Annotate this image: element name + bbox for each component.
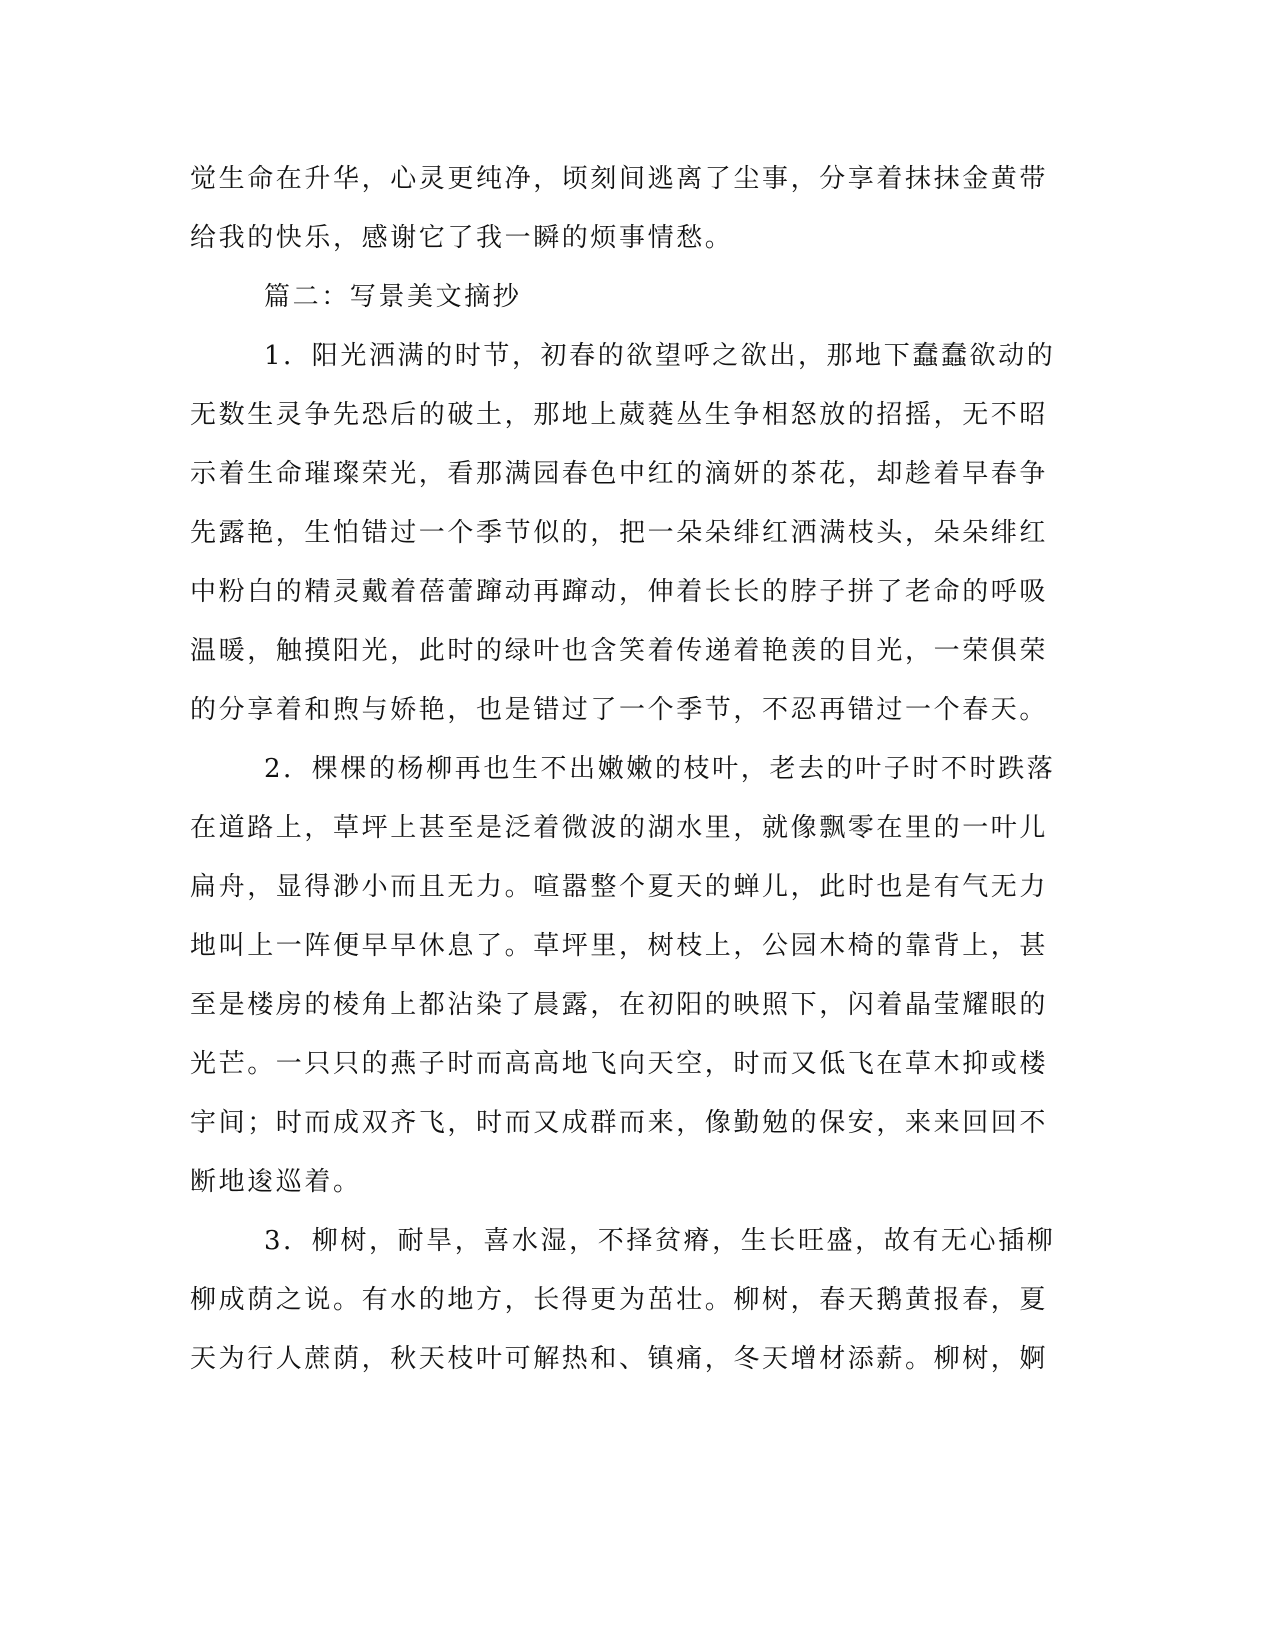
text-line-15: 至是楼房的棱角上都沾染了晨露，在初阳的映照下，闪着晶莹耀眼的 xyxy=(190,990,1049,1020)
text-line-1: 觉生命在升华，心灵更纯净，顷刻间逃离了尘事，分享着抹抹金黄带 xyxy=(190,164,1049,194)
text-line-13: 扁舟，显得渺小而且无力。喧嚣整个夏天的蝉儿，此时也是有气无力 xyxy=(190,872,1049,902)
text-line-16: 光芒。一只只的燕子时而高高地飞向天空，时而又低飞在草木抑或楼 xyxy=(190,1049,1049,1079)
text-line-10: 的分享着和煦与娇艳，也是错过了一个季节，不忍再错过一个春天。 xyxy=(190,695,1049,725)
text-line-21: 天为行人蔗荫，秋天枝叶可解热和、镇痛，冬天增材添薪。柳树，婀 xyxy=(190,1344,1049,1374)
text-line-20: 柳成荫之说。有水的地方，长得更为茁壮。柳树，春天鹅黄报春，夏 xyxy=(190,1285,1049,1315)
text-line-12: 在道路上，草坪上甚至是泛着微波的湖水里，就像飘零在里的一叶儿 xyxy=(190,813,1049,843)
text-line-7: 先露艳，生怕错过一个季节似的，把一朵朵绯红洒满枝头，朵朵绯红 xyxy=(190,518,1049,548)
text-line-5: 无数生灵争先恐后的破土，那地上葳蕤丛生争相怒放的招摇，无不昭 xyxy=(190,400,1049,430)
text-line-2: 给我的快乐，感谢它了我一瞬的烦事情愁。 xyxy=(190,223,734,253)
text-line-19: 3．柳树，耐旱，喜水湿，不择贫瘠，生长旺盛，故有无心插柳 xyxy=(264,1226,1056,1256)
text-line-18: 断地逡巡着。 xyxy=(190,1167,362,1197)
text-line-8: 中粉白的精灵戴着蓓蕾蹿动再蹿动，伸着长长的脖子拼了老命的呼吸 xyxy=(190,577,1049,607)
text-line-9: 温暖，触摸阳光，此时的绿叶也含笑着传递着艳羡的目光，一荣俱荣 xyxy=(190,636,1049,666)
section-heading: 篇二：写景美文摘抄 xyxy=(264,282,522,312)
text-line-17: 宇间；时而成双齐飞，时而又成群而来，像勤勉的保安，来来回回不 xyxy=(190,1108,1049,1138)
text-line-11: 2．棵棵的杨柳再也生不出嫩嫩的枝叶，老去的叶子时不时跌落 xyxy=(264,754,1056,784)
text-line-14: 地叫上一阵便早早休息了。草坪里，树枝上，公园木椅的靠背上，甚 xyxy=(190,931,1049,961)
text-line-6: 示着生命璀璨荣光，看那满园春色中红的滴妍的茶花，却趁着早春争 xyxy=(190,459,1049,489)
text-line-4: 1．阳光洒满的时节，初春的欲望呼之欲出，那地下蠢蠢欲动的 xyxy=(264,341,1056,371)
